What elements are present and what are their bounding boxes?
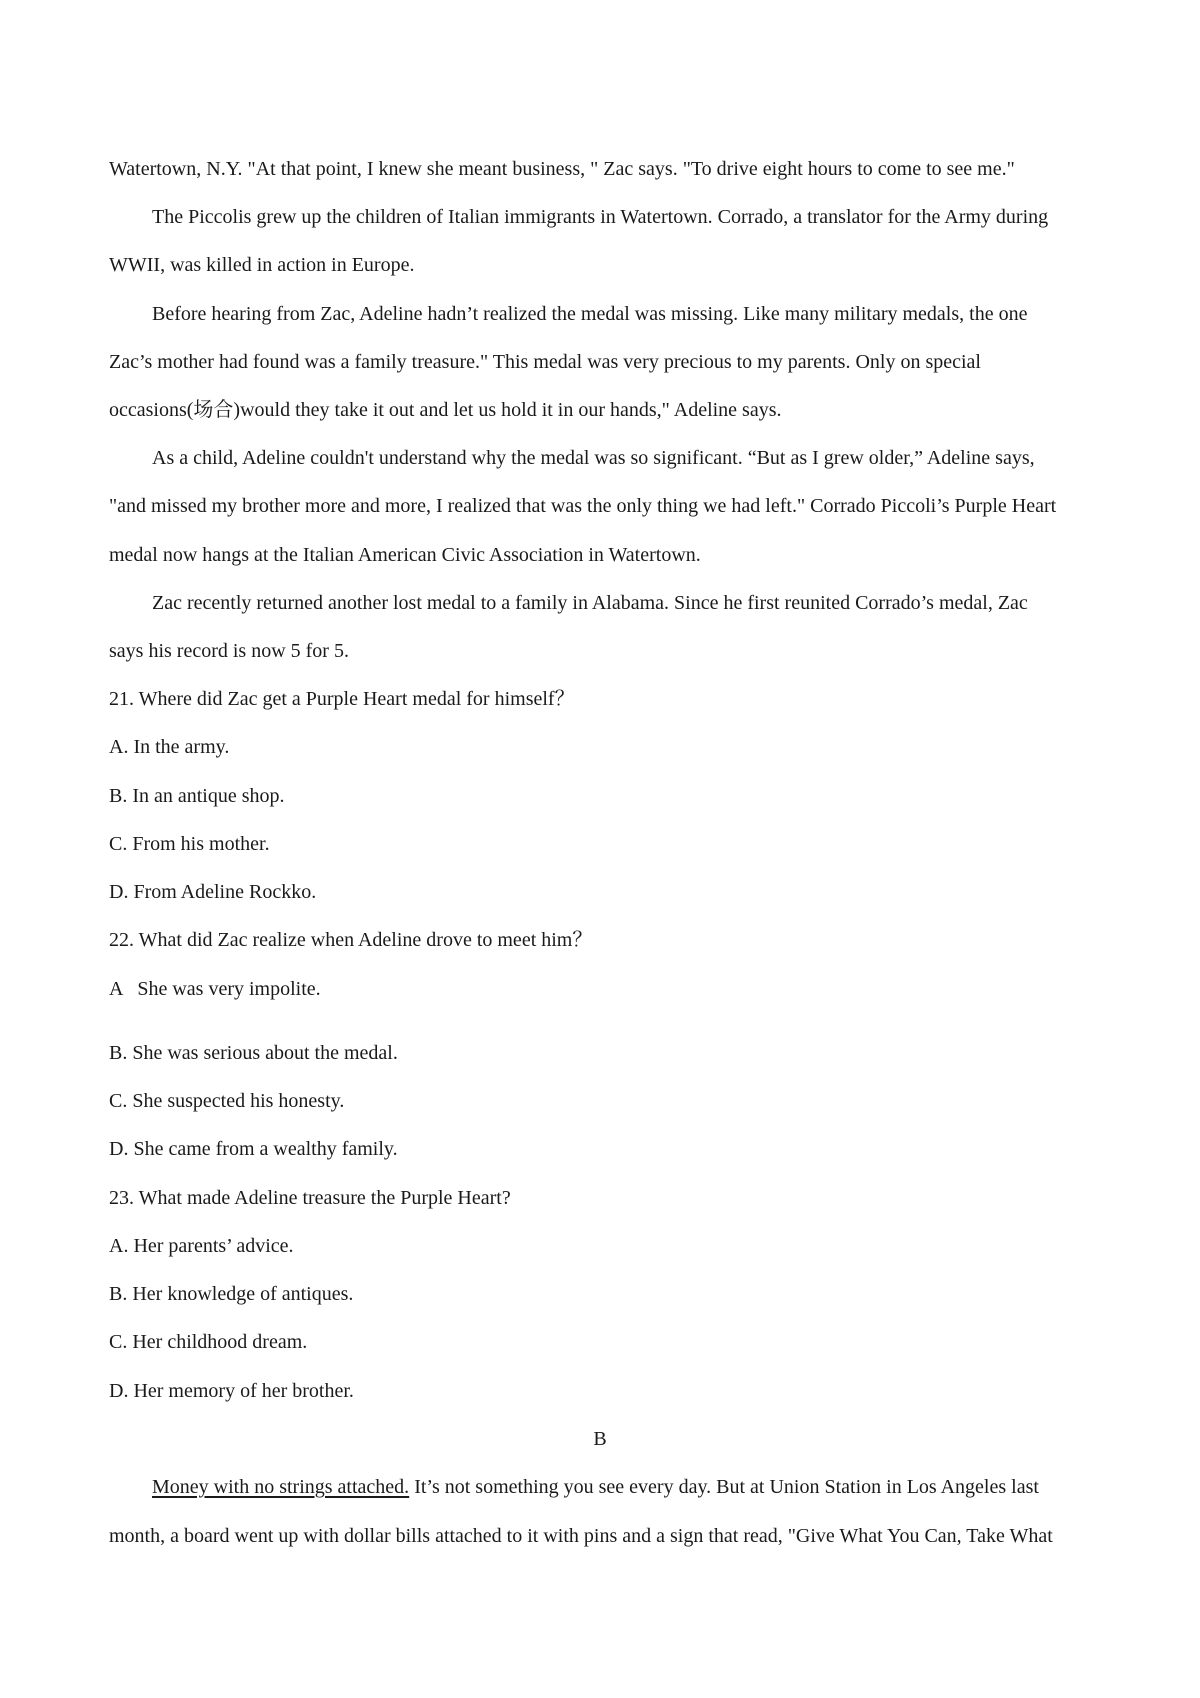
paragraph-line: As a child, Adeline couldn't understand why the medal was so significant. “But as I grew older,” Adeline says, [152,447,1035,469]
question-option: B. Her knowledge of antiques. [109,1283,354,1305]
paragraph-text: It’s not something you see every day. But at Union Station in Los Angeles last [409,1476,1039,1498]
paragraph-line: Zac’s mother had found was a family treasure." This medal was very precious to my parents. Only on special [109,351,981,373]
question-option: A She was very impolite. [109,978,321,1000]
question-stem: 21. Where did Zac get a Purple Heart medal for himself？ [109,688,575,710]
question-option: B. In an antique shop. [109,785,285,807]
question-stem: 23. What made Adeline treasure the Purple Heart? [109,1187,511,1209]
paragraph-line: occasions(场合)would they take it out and let us hold it in our hands," Adeline says. [109,399,782,421]
paragraph-line: medal now hangs at the Italian American Civic Association in Watertown. [109,544,701,566]
paragraph-line: WWII, was killed in action in Europe. [109,254,415,276]
question-stem: 22. What did Zac realize when Adeline drove to meet him？ [109,929,593,951]
question-option: D. From Adeline Rockko. [109,881,317,903]
question-option: A. Her parents’ advice. [109,1235,294,1257]
paragraph-line: Before hearing from Zac, Adeline hadn’t realized the medal was missing. Like many military medals, the one [152,303,1028,325]
section-heading: B [593,1428,607,1450]
question-option: A. In the army. [109,736,230,758]
paragraph-line: The Piccolis grew up the children of Italian immigrants in Watertown. Corrado, a translator for the Army during [152,206,1049,228]
question-option: D. Her memory of her brother. [109,1380,354,1402]
question-option: C. Her childhood dream. [109,1331,308,1353]
paragraph-line [152,1475,1039,1499]
paragraph-line: says his record is now 5 for 5. [109,640,349,662]
question-option: D. She came from a wealthy family. [109,1138,398,1160]
paragraph-line: month, a board went up with dollar bills attached to it with pins and a sign that read, "Give What You Can, Take What [109,1525,1053,1547]
question-option: B. She was serious about the medal. [109,1042,398,1064]
question-option: C. From his mother. [109,833,270,855]
question-option: C. She suspected his honesty. [109,1090,345,1112]
underlined-phrase: Money with no strings attached. [152,1476,410,1498]
paragraph-line: "and missed my brother more and more, I realized that was the only thing we had left." Corrado Piccoli’s Purple Heart [109,495,1057,517]
paragraph-line: Zac recently returned another lost medal to a family in Alabama. Since he first reunited Corrado’s medal, Zac [152,592,1028,614]
paragraph-line: Watertown, N.Y. "At that point, I knew she meant business, " Zac says. "To drive eight hours to come to see me." [109,158,1015,180]
